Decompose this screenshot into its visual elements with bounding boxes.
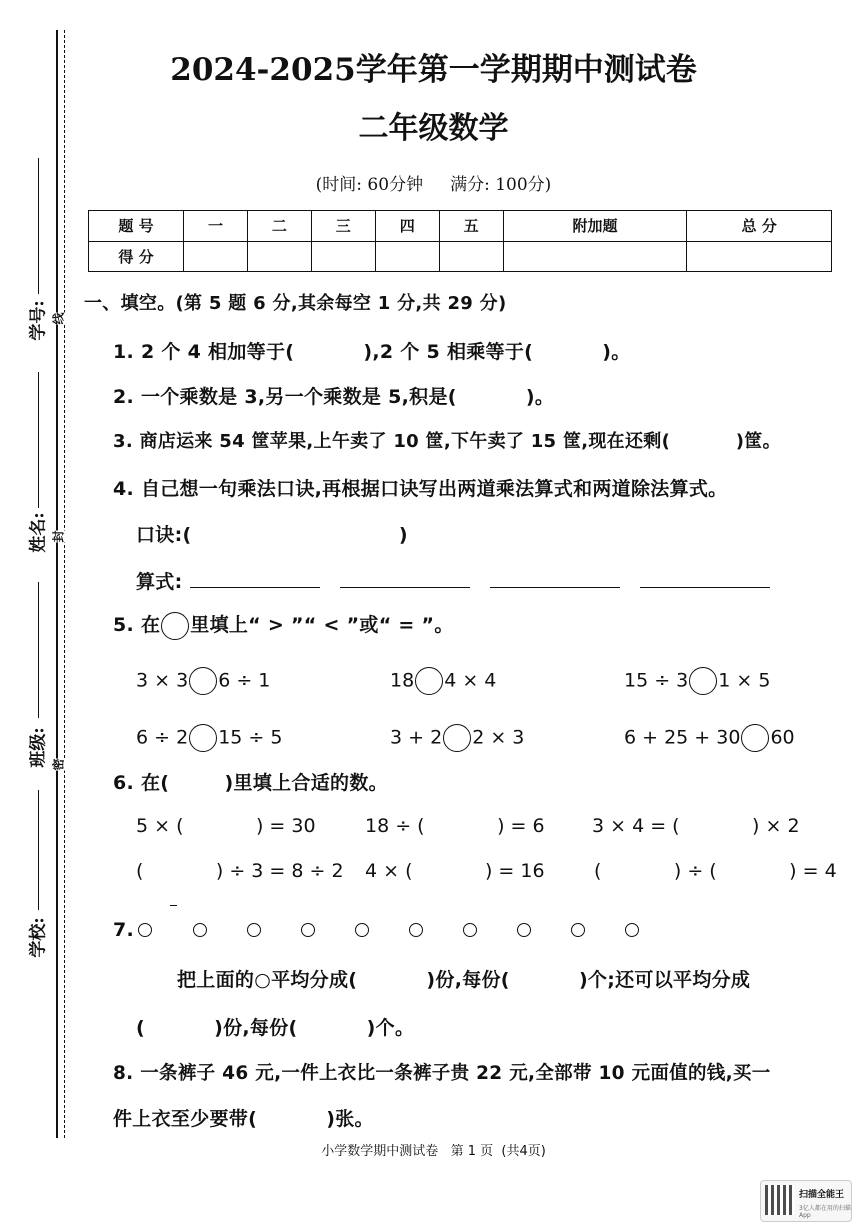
answer-line[interactable] bbox=[340, 587, 470, 588]
badge-label: 扫描全能王 bbox=[799, 1190, 845, 1200]
compare-right: 6 ÷ 1 bbox=[218, 669, 271, 692]
margin-name-line bbox=[38, 372, 39, 508]
compare-circle-blank[interactable] bbox=[415, 667, 443, 695]
circle-icon bbox=[138, 923, 152, 937]
section-heading: 一、填空。(第 5 题 6 分,其余每空 1 分,共 29 分) bbox=[84, 293, 507, 314]
score-cell[interactable] bbox=[375, 241, 439, 272]
margin-school-line bbox=[38, 790, 39, 910]
compare-circle-blank[interactable] bbox=[189, 667, 217, 695]
compare-item bbox=[136, 724, 282, 752]
question-7-line1: 把上面的○平均分成( )份,每份( )个;还可以平均分成 bbox=[177, 969, 751, 991]
compare-circle-blank[interactable] bbox=[741, 724, 769, 752]
exam-title: 2024-2025学年第一学期期中测试卷 bbox=[170, 52, 697, 88]
answer-line[interactable] bbox=[190, 587, 320, 588]
seal-mi: 密 bbox=[51, 758, 66, 771]
compare-left: 3 × 3 bbox=[136, 669, 189, 692]
seal-xian: 线 bbox=[51, 312, 66, 325]
fill-item: 5 × ( ) = 30 bbox=[136, 815, 316, 837]
circle-icon bbox=[355, 923, 369, 937]
compare-right: 4 × 4 bbox=[444, 669, 497, 692]
compare-right: 2 × 3 bbox=[472, 726, 525, 749]
circle-icon bbox=[409, 923, 423, 937]
exam-meta: (时间: 60分钟 满分: 100分) bbox=[315, 175, 552, 195]
question-7-line2: ( )份,每份( )个。 bbox=[136, 1017, 415, 1039]
badge-sub: 3亿人都在用的扫描App bbox=[799, 1205, 851, 1219]
margin-number-label: 学号: bbox=[28, 300, 49, 341]
compare-right: 1 × 5 bbox=[718, 669, 771, 692]
score-cell[interactable] bbox=[311, 241, 375, 272]
score-row-label: 得 分 bbox=[89, 241, 184, 272]
compare-item bbox=[624, 667, 770, 695]
compare-left: 18 bbox=[390, 669, 415, 692]
score-cell[interactable] bbox=[184, 241, 248, 272]
stray-mark bbox=[170, 905, 177, 906]
compare-circle-blank[interactable] bbox=[689, 667, 717, 695]
question-4-suanshi: 算式: bbox=[136, 571, 183, 593]
score-table-header-row bbox=[89, 211, 832, 242]
scanner-watermark bbox=[760, 1180, 852, 1222]
binding-line-dashed bbox=[64, 30, 65, 1138]
question-8-line2: 件上衣至少要带( )张。 bbox=[113, 1108, 374, 1130]
margin-class-label: 班级: bbox=[28, 727, 49, 768]
question-6: 6. 在( )里填上合适的数。 bbox=[113, 772, 388, 794]
compare-right: 60 bbox=[770, 726, 795, 749]
score-cell[interactable] bbox=[439, 241, 503, 272]
exam-subtitle: 二年级数学 bbox=[358, 111, 509, 146]
compare-left: 15 ÷ 3 bbox=[624, 669, 689, 692]
question-5 bbox=[113, 610, 454, 640]
question-4: 4. 自己想一句乘法口诀,再根据口诀写出两道乘法算式和两道除法算式。 bbox=[113, 478, 728, 500]
score-header-cell: 五 bbox=[439, 211, 503, 242]
fill-item: 18 ÷ ( ) = 6 bbox=[365, 815, 545, 837]
question-2: 2. 一个乘数是 3,另一个乘数是 5,积是( )。 bbox=[113, 386, 555, 408]
circle-icon bbox=[517, 923, 531, 937]
score-header-cell: 二 bbox=[247, 211, 311, 242]
score-header-cell: 一 bbox=[184, 211, 248, 242]
question-5-pre: 5. 在 bbox=[113, 614, 161, 636]
circle-icon bbox=[463, 923, 477, 937]
compare-right: 15 ÷ 5 bbox=[218, 726, 283, 749]
compare-item bbox=[624, 724, 795, 752]
compare-left: 3 + 2 bbox=[390, 726, 443, 749]
circle-icon bbox=[625, 923, 639, 937]
answer-line[interactable] bbox=[640, 587, 770, 588]
question-1: 1. 2 个 4 相加等于( ),2 个 5 相乘等于( )。 bbox=[113, 341, 631, 363]
seal-feng: 封 bbox=[51, 530, 66, 543]
score-table bbox=[88, 210, 832, 272]
fill-item: ( ) ÷ ( ) = 4 bbox=[594, 860, 837, 882]
score-header-cell: 题 号 bbox=[89, 211, 184, 242]
margin-school-label: 学校: bbox=[28, 917, 49, 958]
score-cell[interactable] bbox=[503, 241, 687, 272]
fill-item: ( ) ÷ 3 = 8 ÷ 2 bbox=[136, 860, 344, 882]
score-cell[interactable] bbox=[247, 241, 311, 272]
score-header-cell: 三 bbox=[311, 211, 375, 242]
fill-item: 4 × ( ) = 16 bbox=[365, 860, 545, 882]
compare-circle-icon bbox=[161, 612, 189, 640]
margin-class-line bbox=[38, 582, 39, 718]
margin-name-label: 姓名: bbox=[28, 512, 49, 553]
score-header-cell: 四 bbox=[375, 211, 439, 242]
compare-circle-blank[interactable] bbox=[189, 724, 217, 752]
question-7-number: 7. bbox=[113, 919, 135, 941]
binding-line-outer bbox=[56, 30, 58, 1138]
question-3: 3. 商店运来 54 筐苹果,上午卖了 10 筐,下午卖了 15 筐,现在还剩( )筐。 bbox=[113, 431, 781, 452]
question-8-line1: 8. 一条裤子 46 元,一件上衣比一条裤子贵 22 元,全部带 10 元面值的钱,买一 bbox=[113, 1063, 771, 1084]
compare-item bbox=[136, 667, 270, 695]
circle-icon bbox=[571, 923, 585, 937]
compare-left: 6 + 25 + 30 bbox=[624, 726, 741, 749]
score-cell[interactable] bbox=[687, 241, 832, 272]
question-5-post: 里填上“ > ”“ < ”或“ = ”。 bbox=[190, 614, 454, 636]
fill-item: 3 × 4 = ( ) × 2 bbox=[592, 815, 800, 837]
answer-line[interactable] bbox=[490, 587, 620, 588]
score-header-cell: 总 分 bbox=[687, 211, 832, 242]
compare-left: 6 ÷ 2 bbox=[136, 726, 189, 749]
circle-icon bbox=[301, 923, 315, 937]
question-4-koujue: 口诀:( ) bbox=[136, 524, 408, 546]
circle-icon bbox=[247, 923, 261, 937]
compare-item bbox=[390, 724, 524, 752]
qr-code-icon bbox=[765, 1185, 795, 1215]
page-footer: 小学数学期中测试卷 第 1 页 (共4页) bbox=[321, 1144, 546, 1159]
circle-icon bbox=[193, 923, 207, 937]
compare-item bbox=[390, 667, 496, 695]
compare-circle-blank[interactable] bbox=[443, 724, 471, 752]
score-header-cell: 附加题 bbox=[503, 211, 687, 242]
score-table-score-row bbox=[89, 241, 832, 272]
